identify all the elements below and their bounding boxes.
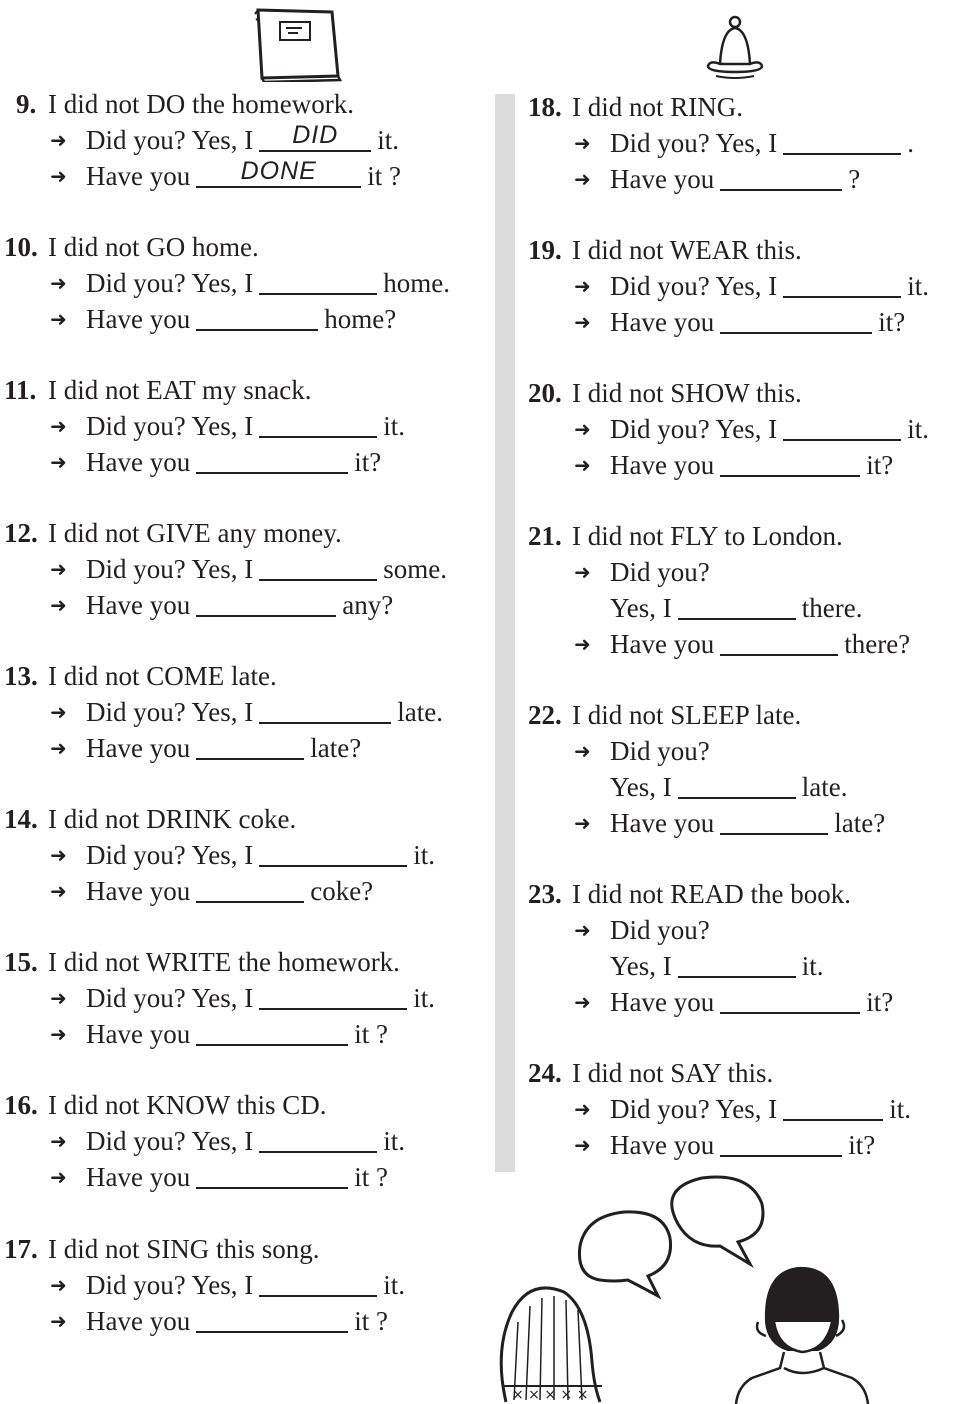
answer-blank[interactable] xyxy=(259,554,377,581)
answer-suffix: it ? xyxy=(354,1019,388,1049)
exercise-item xyxy=(528,876,893,1020)
arrow-icon: ➜ xyxy=(574,1099,591,1121)
exercise-answer-line xyxy=(4,587,447,623)
answer-suffix: late? xyxy=(310,733,362,763)
arrow-icon: ➜ xyxy=(50,273,67,295)
arrow-icon: ➜ xyxy=(574,1135,591,1157)
exercise-prompt-text: I did not WRITE the homework. xyxy=(48,947,400,977)
arrow-icon: ➜ xyxy=(574,133,591,155)
answer-blank[interactable] xyxy=(259,1126,377,1153)
exercise-item xyxy=(528,1055,911,1163)
exercise-prompt-text: I did not KNOW this CD. xyxy=(48,1090,327,1120)
exercise-answer-line xyxy=(528,1091,911,1127)
answer-suffix: home. xyxy=(383,268,451,298)
answer-suffix: it? xyxy=(878,307,906,337)
answer-suffix: some. xyxy=(383,554,448,584)
answer-suffix: there? xyxy=(844,629,911,659)
answer-blank[interactable] xyxy=(196,304,318,331)
answer-blank[interactable] xyxy=(259,840,407,867)
answer-blank[interactable] xyxy=(678,772,796,799)
answer-prefix: Did you? Yes, I xyxy=(86,697,254,727)
exercise-item xyxy=(528,89,914,197)
answer-prefix: Did you? Yes, I xyxy=(86,268,254,298)
answer-suffix: any? xyxy=(342,590,394,620)
answer-suffix: it ? xyxy=(367,161,401,191)
exercise-item xyxy=(4,658,443,766)
answer-suffix: it? xyxy=(866,450,894,480)
arrow-icon: ➜ xyxy=(574,813,591,835)
arrow-icon: ➜ xyxy=(50,881,67,903)
handwritten-answer: DONE xyxy=(240,157,317,185)
answer-suffix: coke? xyxy=(310,876,374,906)
answer-suffix: it? xyxy=(866,987,894,1017)
exercise-answer-line xyxy=(528,948,893,984)
answer-prefix: Did you? Yes, I xyxy=(610,271,778,301)
exercise-answer-line xyxy=(4,444,405,480)
answer-blank[interactable] xyxy=(720,164,842,191)
exercise-prompt xyxy=(4,658,443,694)
exercise-prompt xyxy=(4,372,405,408)
exercise-answer-line xyxy=(4,1303,405,1339)
arrow-icon: ➜ xyxy=(574,276,591,298)
answer-blank[interactable] xyxy=(720,450,860,477)
answer-prefix: Did you? Yes, I xyxy=(86,1270,254,1300)
exercise-prompt-text: I did not SAY this. xyxy=(572,1058,774,1088)
answer-prefix: Have you xyxy=(86,447,191,477)
answer-prefix: Did you? Yes, I xyxy=(86,840,254,870)
answer-blank[interactable] xyxy=(196,1162,348,1189)
answer-prefix: Did you? Yes, I xyxy=(610,1094,778,1124)
arrow-icon: ➜ xyxy=(574,312,591,334)
answer-blank[interactable] xyxy=(720,808,828,835)
answer-suffix: it. xyxy=(907,271,930,301)
answer-blank[interactable] xyxy=(196,590,336,617)
arrow-icon: ➜ xyxy=(50,130,67,152)
arrow-icon: ➜ xyxy=(50,416,67,438)
answer-suffix: it. xyxy=(907,414,930,444)
exercise-prompt-text: I did not FLY to London. xyxy=(572,521,843,551)
exercise-prompt-text: I did not DRINK coke. xyxy=(48,804,297,834)
answer-prefix: Did you? xyxy=(610,915,710,945)
answer-prefix: Have you xyxy=(86,1162,191,1192)
exercise-prompt-text: I did not GO home. xyxy=(48,232,259,262)
answer-suffix: it. xyxy=(889,1094,912,1124)
exercise-prompt xyxy=(4,1231,405,1267)
exercise-answer-line xyxy=(4,408,405,444)
answer-blank[interactable] xyxy=(196,1306,348,1333)
exercise-answer-line xyxy=(528,769,885,805)
arrow-icon: ➜ xyxy=(50,1131,67,1153)
people-speech-bubbles-illustration xyxy=(488,1172,958,1404)
exercise-number: 16. xyxy=(4,1090,38,1120)
exercise-item xyxy=(528,518,910,662)
handwritten-answer: DID xyxy=(292,121,339,149)
answer-suffix: it ? xyxy=(354,1306,388,1336)
column-divider xyxy=(495,94,515,1172)
exercise-prompt-text: I did not RING. xyxy=(572,92,743,122)
exercise-item xyxy=(16,86,401,194)
answer-suffix: it? xyxy=(354,447,382,477)
exercise-prompt xyxy=(528,232,929,268)
arrow-icon: ➜ xyxy=(50,988,67,1010)
exercise-number: 17. xyxy=(4,1234,38,1264)
answer-prefix: Have you xyxy=(610,808,715,838)
answer-blank[interactable] xyxy=(678,951,796,978)
exercise-prompt-text: I did not SLEEP late. xyxy=(572,700,802,730)
answer-blank[interactable] xyxy=(678,593,796,620)
answer-suffix: it. xyxy=(383,1270,406,1300)
exercise-prompt xyxy=(4,515,447,551)
answer-prefix: Yes, I xyxy=(610,951,672,981)
arrow-icon: ➜ xyxy=(574,562,591,584)
exercise-answer-line xyxy=(528,984,893,1020)
exercise-number: 15. xyxy=(4,947,38,977)
answer-prefix: Have you xyxy=(86,876,191,906)
exercise-answer-line xyxy=(4,1159,405,1195)
answer-prefix: Did you? Yes, I xyxy=(86,125,254,155)
exercise-answer-line xyxy=(528,554,910,590)
answer-blank[interactable] xyxy=(783,1094,883,1121)
exercise-answer-line xyxy=(528,411,929,447)
exercise-answer-line xyxy=(4,694,443,730)
answer-suffix: it. xyxy=(383,1126,406,1156)
exercise-answer-line xyxy=(4,980,435,1016)
arrow-icon: ➜ xyxy=(574,634,591,656)
answer-prefix: Did you? Yes, I xyxy=(86,1126,254,1156)
arrow-icon: ➜ xyxy=(50,595,67,617)
answer-prefix: Did you? Yes, I xyxy=(86,554,254,584)
arrow-icon: ➜ xyxy=(50,702,67,724)
answer-prefix: Have you xyxy=(86,590,191,620)
answer-blank[interactable] xyxy=(196,157,361,188)
exercise-prompt xyxy=(528,375,929,411)
answer-prefix: Have you xyxy=(610,307,715,337)
answer-blank[interactable] xyxy=(196,447,348,474)
exercise-number: 18. xyxy=(528,92,562,122)
exercise-prompt-text: I did not SING this song. xyxy=(48,1234,320,1264)
arrow-icon: ➜ xyxy=(574,920,591,942)
exercise-answer-line xyxy=(4,265,450,301)
arrow-icon: ➜ xyxy=(50,845,67,867)
exercise-item xyxy=(4,801,435,909)
exercise-number: 23. xyxy=(528,879,562,909)
exercise-number: 14. xyxy=(4,804,38,834)
answer-suffix: late? xyxy=(834,808,886,838)
answer-prefix: Yes, I xyxy=(610,772,672,802)
answer-prefix: Have you xyxy=(86,304,191,334)
arrow-icon: ➜ xyxy=(50,309,67,331)
answer-suffix: it ? xyxy=(354,1162,388,1192)
answer-suffix: home? xyxy=(324,304,397,334)
arrow-icon: ➜ xyxy=(574,992,591,1014)
answer-prefix: Have you xyxy=(610,450,715,480)
exercise-answer-line xyxy=(4,551,447,587)
exercise-prompt-text: I did not EAT my snack. xyxy=(48,375,312,405)
exercise-number: 21. xyxy=(528,521,562,551)
exercise-answer-line xyxy=(528,268,929,304)
arrow-icon: ➜ xyxy=(574,741,591,763)
answer-blank[interactable] xyxy=(783,414,901,441)
arrow-icon: ➜ xyxy=(50,1167,67,1189)
exercise-item xyxy=(4,1231,405,1339)
svg-text:× × × × ×: × × × × × xyxy=(512,1387,589,1403)
arrow-icon: ➜ xyxy=(50,559,67,581)
exercise-prompt-text: I did not WEAR this. xyxy=(572,235,802,265)
answer-prefix: Did you? Yes, I xyxy=(610,128,778,158)
exercise-answer-line xyxy=(528,590,910,626)
answer-blank[interactable] xyxy=(720,1130,842,1157)
exercise-answer-line xyxy=(4,873,435,909)
exercise-answer-line xyxy=(4,1016,435,1052)
exercise-item xyxy=(528,232,929,340)
exercise-item xyxy=(4,515,447,623)
answer-suffix: it. xyxy=(377,125,400,155)
answer-suffix: late. xyxy=(397,697,443,727)
exercise-prompt-text: I did not DO the homework. xyxy=(48,89,354,119)
exercise-prompt-text: I did not READ the book. xyxy=(572,879,851,909)
exercise-answer-line xyxy=(528,912,893,948)
exercise-number: 10. xyxy=(4,232,38,262)
exercise-prompt xyxy=(4,229,450,265)
arrow-icon: ➜ xyxy=(50,738,67,760)
exercise-prompt xyxy=(528,876,893,912)
exercise-answer-line xyxy=(16,122,401,158)
answer-blank[interactable] xyxy=(783,128,901,155)
exercise-answer-line xyxy=(4,837,435,873)
answer-blank[interactable] xyxy=(720,629,838,656)
exercise-prompt-text: I did not SHOW this. xyxy=(572,378,802,408)
exercise-number: 19. xyxy=(528,235,562,265)
answer-blank[interactable] xyxy=(196,876,304,903)
answer-prefix: Have you xyxy=(610,987,715,1017)
arrow-icon: ➜ xyxy=(50,1024,67,1046)
exercise-item xyxy=(4,372,405,480)
exercise-answer-line xyxy=(528,304,929,340)
answer-blank[interactable] xyxy=(259,411,377,438)
answer-blank[interactable] xyxy=(259,697,391,724)
answer-prefix: Have you xyxy=(86,161,191,191)
exercise-item xyxy=(4,1087,405,1195)
answer-prefix: Have you xyxy=(610,629,715,659)
answer-suffix: late. xyxy=(801,772,848,802)
answer-prefix: Have you xyxy=(610,1130,715,1160)
arrow-icon: ➜ xyxy=(50,1275,67,1297)
exercise-prompt-text: I did not GIVE any money. xyxy=(48,518,342,548)
answer-prefix: Have you xyxy=(610,164,715,194)
exercise-answer-line xyxy=(16,158,401,194)
exercise-answer-line xyxy=(4,730,443,766)
answer-suffix: it. xyxy=(413,840,436,870)
arrow-icon: ➜ xyxy=(574,455,591,477)
answer-blank[interactable] xyxy=(720,987,860,1014)
answer-blank[interactable] xyxy=(259,121,371,152)
arrow-icon: ➜ xyxy=(574,419,591,441)
answer-prefix: Did you? xyxy=(610,557,710,587)
answer-suffix: there. xyxy=(801,593,863,623)
exercise-prompt xyxy=(528,1055,911,1091)
answer-suffix: it. xyxy=(383,411,406,441)
exercise-number: 13. xyxy=(4,661,38,691)
exercise-item xyxy=(528,697,885,841)
exercise-prompt xyxy=(528,89,914,125)
exercise-prompt-text: I did not COME late. xyxy=(48,661,277,691)
answer-blank[interactable] xyxy=(720,307,872,334)
arrow-icon: ➜ xyxy=(50,452,67,474)
answer-prefix: Have you xyxy=(86,1306,191,1336)
exercise-item xyxy=(4,944,435,1052)
exercise-prompt xyxy=(4,1087,405,1123)
answer-prefix: Did you? Yes, I xyxy=(86,983,254,1013)
exercise-number: 22. xyxy=(528,700,562,730)
exercise-answer-line xyxy=(528,161,914,197)
answer-blank[interactable] xyxy=(259,268,377,295)
answer-suffix: it? xyxy=(848,1130,876,1160)
answer-prefix: Have you xyxy=(86,733,191,763)
exercise-number: 12. xyxy=(4,518,38,548)
arrow-icon: ➜ xyxy=(50,1311,67,1333)
exercise-answer-line xyxy=(4,1267,405,1303)
arrow-icon: ➜ xyxy=(50,166,67,188)
answer-blank[interactable] xyxy=(196,1019,348,1046)
exercise-answer-line xyxy=(528,447,929,483)
exercise-answer-line xyxy=(528,1127,911,1163)
exercise-answer-line xyxy=(4,301,450,337)
exercise-number: 24. xyxy=(528,1058,562,1088)
answer-blank[interactable] xyxy=(259,983,407,1010)
bell-icon xyxy=(700,14,770,80)
exercise-number: 11. xyxy=(4,375,37,405)
answer-prefix: Did you? Yes, I xyxy=(610,414,778,444)
answer-blank[interactable] xyxy=(196,733,304,760)
exercise-answer-line xyxy=(528,626,910,662)
exercise-prompt xyxy=(528,697,885,733)
answer-suffix: ? xyxy=(848,164,861,194)
answer-blank[interactable] xyxy=(783,271,901,298)
answer-prefix: Did you? xyxy=(610,736,710,766)
notebook-icon xyxy=(252,6,344,82)
answer-suffix: it. xyxy=(413,983,436,1013)
answer-prefix: Yes, I xyxy=(610,593,672,623)
answer-prefix: Did you? Yes, I xyxy=(86,411,254,441)
exercise-answer-line xyxy=(4,1123,405,1159)
exercise-prompt xyxy=(528,518,910,554)
exercise-item xyxy=(4,229,450,337)
exercise-prompt xyxy=(4,944,435,980)
answer-prefix: Have you xyxy=(86,1019,191,1049)
exercise-prompt xyxy=(16,86,401,122)
answer-suffix: it. xyxy=(801,951,824,981)
exercise-answer-line xyxy=(528,805,885,841)
exercise-prompt xyxy=(4,801,435,837)
exercise-answer-line xyxy=(528,125,914,161)
exercise-number: 20. xyxy=(528,378,562,408)
answer-suffix: . xyxy=(907,128,915,158)
exercise-answer-line xyxy=(528,733,885,769)
arrow-icon: ➜ xyxy=(574,169,591,191)
answer-blank[interactable] xyxy=(259,1270,377,1297)
exercise-item xyxy=(528,375,929,483)
exercise-number: 9. xyxy=(16,89,37,119)
